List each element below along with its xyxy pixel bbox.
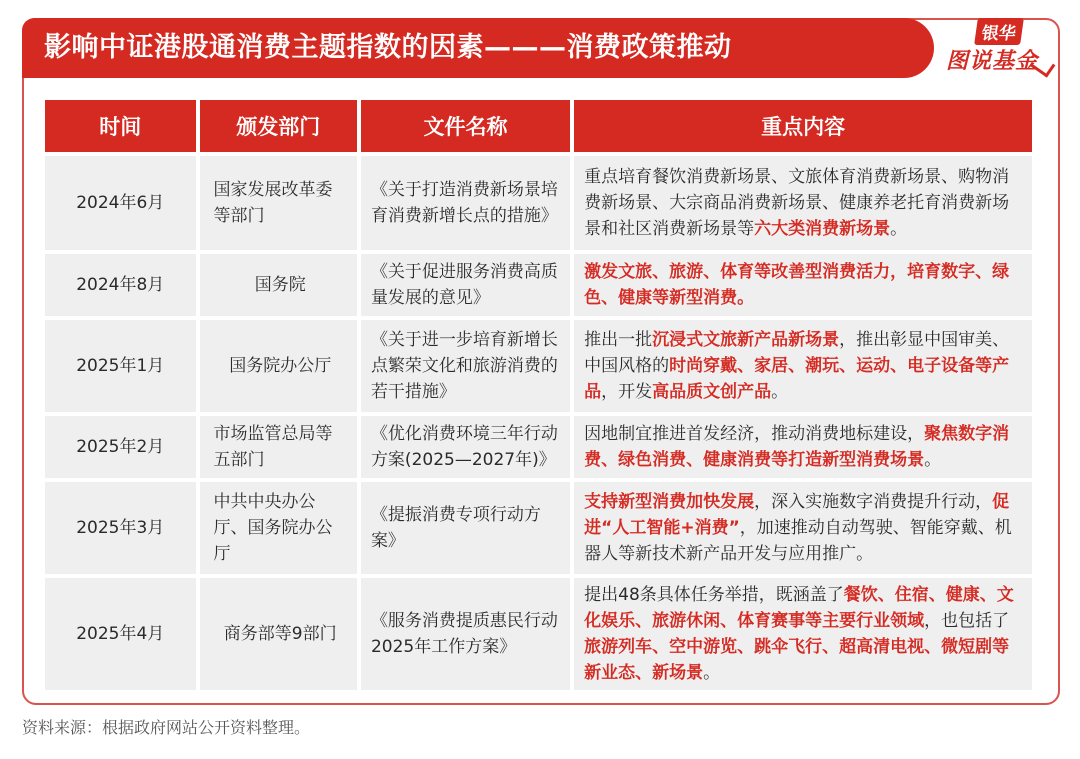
cell-content <box>574 482 1032 574</box>
cell-time: 2025年4月 <box>45 578 196 690</box>
highlight-text: 时尚穿戴、家居、潮玩、运动、电子设备等产品 <box>584 356 1010 402</box>
cell-time: 2025年3月 <box>45 482 196 574</box>
highlight-text: 支持新型消费加快发展 <box>584 492 755 512</box>
content-text: ，深入实施数字消费提升行动， <box>754 492 993 512</box>
highlight-text: 餐饮、住宿、健康、文化娱乐、旅游休闲、体育赛事等主要行业领域 <box>584 585 1014 631</box>
policy-table <box>41 96 1036 694</box>
cell-dept: 市场监管总局等五部门 <box>200 416 357 478</box>
cell-dept: 国家发展改革委等部门 <box>200 156 357 250</box>
content-text: ，也包括了 <box>924 611 1010 631</box>
highlight-text: 旅游列车、空中游览、跳伞飞行、超高清电视、微短剧等新业态、新场景 <box>584 637 1010 683</box>
header-time: 时间 <box>45 100 196 152</box>
highlight-text: 激发文旅、旅游、体育等改善型消费活力，培育数字、绿色、健康等新型消费。 <box>584 262 1010 308</box>
cell-time: 2025年2月 <box>45 416 196 478</box>
logo-top-text: 银华 <box>974 18 1024 45</box>
content-text: 因地制宜推进首发经济，推动消费地标建设， <box>584 424 925 444</box>
cell-content <box>574 254 1032 316</box>
cell-doc: 《关于打造消费新场景培育消费新增长点的措施》 <box>361 156 570 250</box>
cell-dept: 国务院办公厅 <box>200 320 357 412</box>
content-text: ，推出彰显中国审美、中国风格的 <box>584 330 1010 376</box>
cell-dept: 国务院 <box>200 254 357 316</box>
page-title: 影响中证港股通消费主题指数的因素———消费政策推动 <box>22 18 934 78</box>
content-text: ，加速推动自动驾驶、智能穿戴、机器人等新技术新产品开发与应用推广。 <box>584 518 1012 564</box>
header-content: 重点内容 <box>574 100 1032 152</box>
content-text: 推出一批 <box>584 330 653 350</box>
cell-doc: 《优化消费环境三年行动方案(2025—2027年)》 <box>361 416 570 478</box>
cell-content <box>574 578 1032 690</box>
content-text: 重点培育餐饮消费新场景、文旅体育消费新场景、购物消费新场景、大宗商品消费新场景、健康养老托育消费新场景和社区消费新场景等 <box>584 167 1010 239</box>
cell-content <box>574 416 1032 478</box>
content-text: 。 <box>890 219 908 239</box>
content-text: ，开发 <box>601 382 653 402</box>
table-row <box>45 416 1032 478</box>
cell-doc: 《关于促进服务消费高质量发展的意见》 <box>361 254 570 316</box>
cell-doc: 《服务消费提质惠民行动2025年工作方案》 <box>361 578 570 690</box>
table-row <box>45 156 1032 250</box>
cell-time: 2024年6月 <box>45 156 196 250</box>
highlight-text: 六大类消费新场景 <box>754 219 891 239</box>
highlight-text: 高品质文创产品 <box>652 382 772 402</box>
content-text: 。 <box>703 663 721 683</box>
cell-dept: 中共中央办公厅、国务院办公厅 <box>200 482 357 574</box>
content-text: 。 <box>924 450 942 470</box>
cell-doc: 《关于进一步培育新增长点繁荣文化和旅游消费的若干措施》 <box>361 320 570 412</box>
highlight-text: 沉浸式文旅新产品新场景 <box>652 330 840 350</box>
cell-doc: 《提振消费专项行动方案》 <box>361 482 570 574</box>
logo-bottom-text: 图说基金 <box>946 49 1039 74</box>
table-header-row <box>45 100 1032 152</box>
table-row <box>45 578 1032 690</box>
brand-logo <box>944 18 1054 84</box>
header-dept: 颁发部门 <box>200 100 357 152</box>
table-row <box>45 320 1032 412</box>
content-text: 。 <box>771 382 789 402</box>
table-row <box>45 254 1032 316</box>
source-note: 资料来源：根据政府网站公开资料整理。 <box>22 718 311 737</box>
highlight-text: 促进“人工智能+消费” <box>584 492 1010 538</box>
content-text: 提出48条具体任务举措，既涵盖了 <box>584 585 844 605</box>
cell-time: 2025年1月 <box>45 320 196 412</box>
highlight-text: 聚焦数字消费、绿色消费、健康消费等打造新型消费场景 <box>584 424 1010 470</box>
header-doc: 文件名称 <box>361 100 570 152</box>
cell-content <box>574 156 1032 250</box>
cell-content <box>574 320 1032 412</box>
table-row <box>45 482 1032 574</box>
cell-dept: 商务部等9部门 <box>200 578 357 690</box>
cell-time: 2024年8月 <box>45 254 196 316</box>
